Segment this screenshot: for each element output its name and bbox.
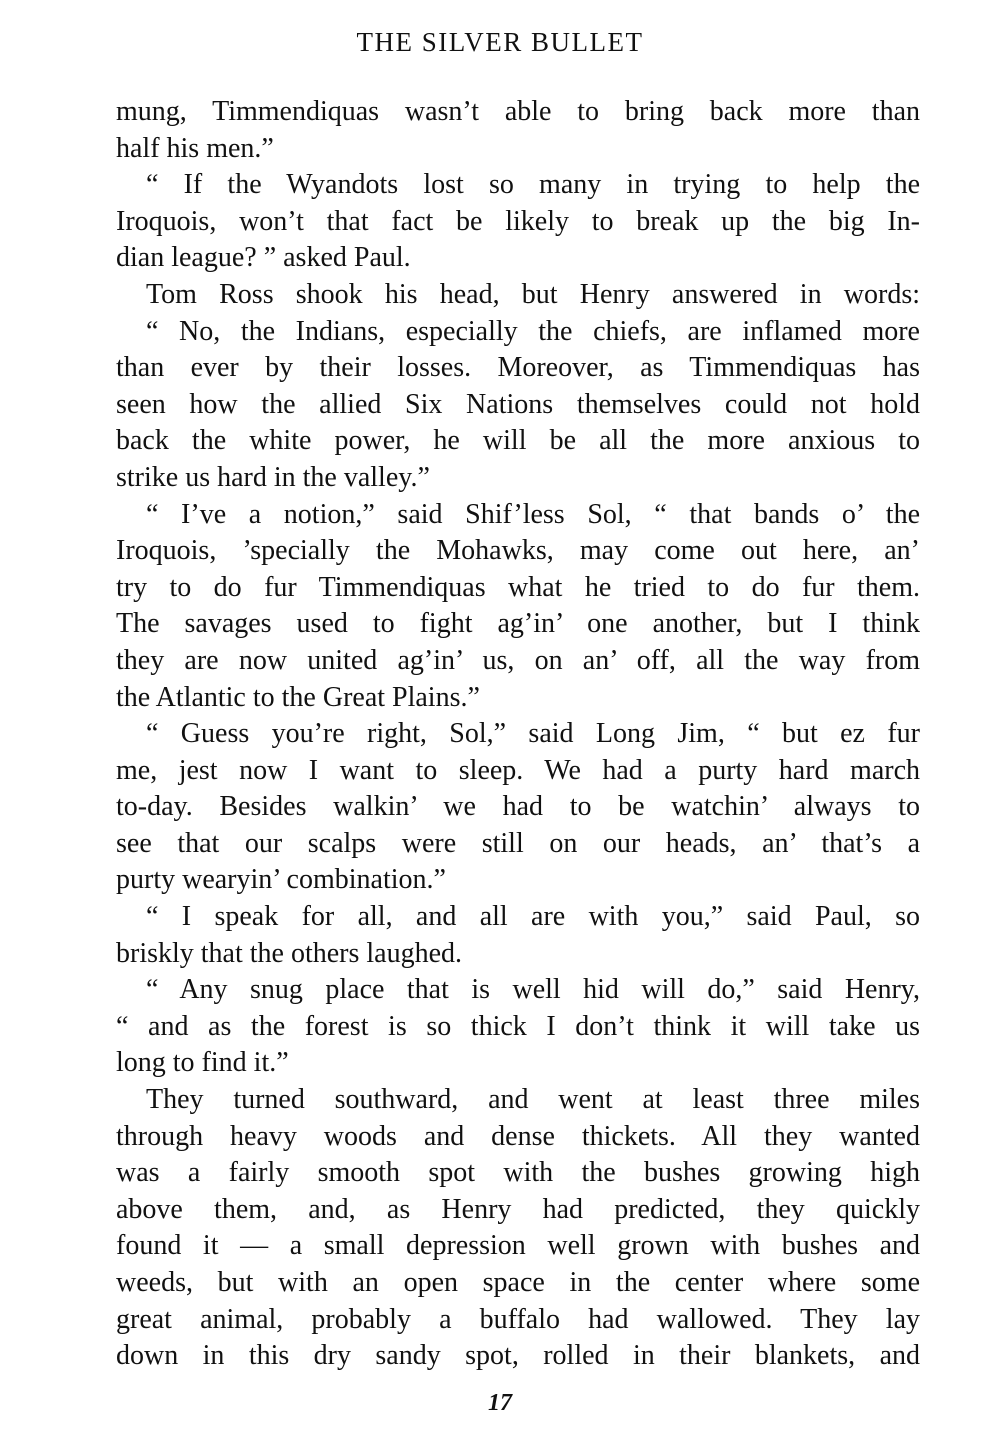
text-line: weeds, but with an open space in the center where some [116,1267,920,1298]
text-line: “ Guess you’re right, Sol,” said Long Jim, “ but ez fur [146,718,920,750]
text-line: was a fairly smooth spot with the bushes growing high [116,1157,920,1189]
text-line: “ No, the Indians, especially the chiefs, are inflamed more [146,315,920,347]
text-line: “ I’ve a notion,” said Shif’less Sol, “ that bands o’ the [146,498,920,530]
text-line: me, jest now I want to sleep. We had a purty hard march [116,754,920,786]
text-line: “ If the Wyandots lost so many in trying to help the [146,169,920,201]
text-line: than ever by their losses. Moreover, as Timmendiquas has [116,352,920,384]
text-line: They turned southward, and went at least three miles [146,1084,920,1116]
text-line: above them, and, as Henry had predicted, they quickly [116,1193,920,1225]
text-line: briskly that the others laughed. [116,937,463,969]
text-line: The savages used to fight ag’in’ one another, but I think [116,608,920,640]
page-number: 17 [488,1390,512,1416]
text-line: down in this dry sandy spot, rolled in their blankets, and [116,1340,920,1372]
text-line: see that our scalps were still on our heads, an’ that’s a [116,827,920,859]
text-line: to-day. Besides walkin’ we had to be watchin’ always to [116,791,920,823]
text-line: they are now united ag’in’ us, on an’ off, all the way from [116,644,920,676]
text-line: Tom Ross shook his head, but Henry answered in words: [146,278,920,310]
text-line: great animal, probably a buffalo had wallowed. They lay [116,1303,920,1335]
text-line: Iroquois, ’specially the Mohawks, may come out here, an’ [116,535,920,567]
text-line: “ I speak for all, and all are with you,” said Paul, so [146,901,920,933]
text-line: seen how the allied Six Nations themselves could not hold [116,388,920,420]
text-line: back the white power, he will be all the more anxious to [116,425,920,457]
text-line: strike us hard in the valley.” [116,461,430,493]
text-line: try to do fur Timmendiquas what he tried to do fur them. [116,571,920,603]
text-line: long to find it.” [116,1047,289,1079]
text-line: Iroquois, won’t that fact be likely to break up the big In- [116,205,920,237]
text-line: through heavy woods and dense thickets. All they wanted [116,1120,920,1152]
text-line: dian league? ” asked Paul. [116,242,411,274]
text-line: “ Any snug place that is well hid will do,” said Henry, [146,974,920,1006]
text-line: found it — a small depression well grown with bushes and [116,1230,920,1262]
text-line: the Atlantic to the Great Plains.” [116,681,480,713]
running-title: THE SILVER BULLET [356,27,644,57]
text-line: “ and as the forest is so thick I don’t think it will take us [116,1010,920,1042]
text-line: purty wearyin’ combination.” [116,864,446,896]
body-text [116,94,920,1375]
text-line: half his men.” [116,132,274,164]
text-line: mung, Timmendiquas wasn’t able to bring back more than [116,96,920,127]
